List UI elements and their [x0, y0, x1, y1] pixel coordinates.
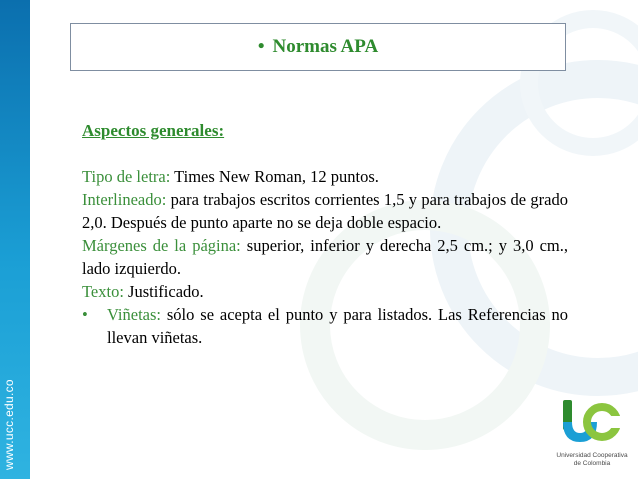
- logo-caption: [552, 452, 632, 467]
- title-text: Normas APA: [272, 36, 379, 57]
- ucc-logo-icon: [560, 396, 622, 448]
- logo-caption-line1: Universidad Cooperativa: [556, 452, 628, 459]
- bullet-body: sólo se acepta el punto y para listados. Las Referencias no llevan viñetas.: [107, 305, 568, 347]
- bullet-label: Viñetas:: [107, 305, 161, 324]
- bullet-mark: •: [82, 305, 88, 324]
- item-font: [82, 165, 568, 188]
- item-text: Justificado.: [123, 282, 204, 301]
- item-text: Times New Roman, 12 puntos.: [170, 167, 379, 186]
- sidebar-strip: [0, 0, 30, 479]
- item-text-align: [82, 280, 568, 303]
- section-heading: Aspectos generales:: [82, 121, 225, 140]
- item-spacing: [82, 188, 568, 234]
- item-label: Interlineado:: [82, 190, 167, 209]
- item-margins: [82, 234, 568, 280]
- item-text: para trabajos escritos corrientes 1,5 y para trabajos de grado 2,0. Después de punto aparte no se deja doble espacio.: [82, 190, 568, 232]
- item-label: Márgenes de la página:: [82, 236, 241, 255]
- page-title: [258, 36, 378, 58]
- bullet-item-vinetas: [82, 303, 568, 349]
- logo-c-gap: [605, 416, 622, 428]
- item-text: superior, inferior y derecha 2,5 cm.; y 3,0 cm., lado izquierdo.: [82, 236, 568, 278]
- title-box: [70, 23, 566, 71]
- item-label: Texto:: [82, 282, 124, 301]
- item-label: Tipo de letra:: [82, 167, 171, 186]
- logo-caption-line2: de Colombia: [573, 459, 611, 467]
- title-bullet: •: [257, 36, 265, 57]
- content-body: [82, 119, 568, 349]
- bullet-text: [107, 303, 568, 349]
- sidebar-url[interactable]: www.ucc.edu.co: [2, 379, 16, 470]
